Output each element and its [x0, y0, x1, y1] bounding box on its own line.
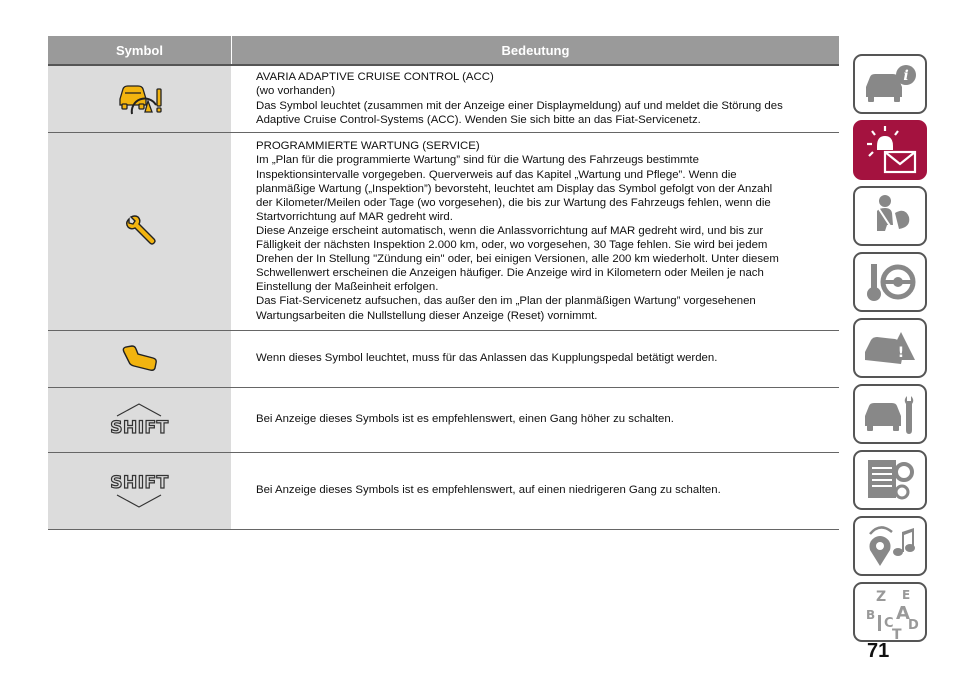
table-row	[48, 388, 839, 453]
header-symbol: Symbol	[48, 36, 232, 64]
text-line: Startvorrichtung auf MAR gedreht wird.	[256, 210, 453, 223]
text-line: Wenn dieses Symbol leuchtet, muss für das Anlassen das Kupplungspedal betätigt werden.	[256, 352, 718, 365]
shift-down-indicator	[110, 473, 169, 509]
meaning-cell	[232, 133, 839, 330]
symbol-table	[48, 36, 839, 530]
key-steering-wheel-icon	[862, 258, 918, 306]
svg-text:B: B	[866, 608, 876, 622]
shift-down-icon	[115, 493, 163, 509]
text-line: planmäßige Wartung („Inspektion”) bevorsteht, leuchtet am Display das Symbol gefolgt von der Anzahl	[256, 182, 773, 195]
tab-maintenance[interactable]	[853, 384, 927, 444]
shift-label: SHIFT	[110, 473, 169, 493]
text-line: Diese Anzeige erscheint automatisch, wenn die Anlassvorrichtung auf MAR gedreht wird, und bis zur	[256, 224, 764, 237]
text-line: Das Symbol leuchtet (zusammen mit der Anzeige einer Displaymeldung) auf und meldet die Störung des	[256, 99, 783, 112]
table-header	[48, 36, 839, 66]
text-line: (wo vorhanden)	[256, 85, 336, 98]
text-line: AVARIA ADAPTIVE CRUISE CONTROL (ACC)	[256, 71, 494, 84]
dashboard-warning-light-icon	[859, 124, 921, 176]
text-line: Bei Anzeige dieses Symbols ist es empfehlenswert, einen Gang höher zu schalten.	[256, 413, 674, 426]
svg-text:D: D	[908, 618, 919, 633]
svg-text:i: i	[903, 68, 909, 84]
text-line: Im „Plan für die programmierte Wartung” sind für die Wartung des Fahrzeugs bestimmte	[256, 154, 699, 167]
meaning-cell	[232, 331, 839, 387]
tab-technical-data[interactable]	[853, 450, 927, 510]
table-row	[48, 331, 839, 388]
shift-up-icon	[115, 402, 163, 418]
tab-starting-driving[interactable]	[853, 252, 927, 312]
table-row	[48, 66, 839, 133]
shift-label: SHIFT	[110, 418, 169, 438]
wrench-icon	[123, 215, 157, 249]
symbol-cell	[48, 66, 232, 132]
multimedia-icon	[862, 522, 918, 570]
text-line: Inspektionsintervalle vorgegeben. Querverweis auf das Kapitel „Wartung und Pflege”. Wenn die	[256, 168, 737, 181]
text-line: Drehen der In Stellung "Zündung ein" oder, bei einigen Versionen, alle 200 km wiederholt. Unter diesem	[256, 253, 779, 266]
tab-emergency[interactable]	[853, 318, 927, 378]
header-meaning: Bedeutung	[501, 42, 570, 58]
svg-text:C: C	[884, 616, 894, 631]
svg-text:!: !	[897, 345, 905, 361]
meaning-cell	[232, 66, 839, 132]
text-line: Einstellung der Maßeinheit erfolgen.	[256, 281, 439, 294]
car-info-icon	[860, 61, 920, 107]
symbol-cell	[48, 453, 232, 529]
symbol-cell	[48, 133, 232, 330]
svg-text:E: E	[902, 588, 911, 602]
tab-car-info[interactable]	[853, 54, 927, 114]
car-maintenance-icon	[861, 390, 919, 438]
symbol-cell	[48, 388, 232, 452]
safety-seatbelt-airbag-icon	[865, 191, 915, 241]
shift-up-indicator	[110, 402, 169, 438]
page-number: 71	[867, 640, 890, 662]
clutch-pedal-icon	[120, 344, 160, 374]
text-line: Bei Anzeige dieses Symbols ist es empfehlenswert, auf einen niedrigeren Gang zu schalten.	[256, 484, 721, 497]
index-letters-icon	[860, 585, 920, 639]
text-line: Wartungsarbeiten die Nullstellung dieser Anzeige (Reset) vornimmt.	[256, 309, 598, 322]
text-line: Fälligkeit der nächsten Inspektion 2.000 km, oder, wo vorgesehen, 30 Tage fehlen. Sie wird bei jedem	[256, 239, 768, 252]
table-row	[48, 453, 839, 530]
tab-dashboard[interactable]	[853, 120, 927, 180]
tab-multimedia[interactable]	[853, 516, 927, 576]
technical-data-icon	[862, 456, 918, 504]
emergency-car-icon	[861, 324, 919, 372]
text-line: der Kilometer/Meilen oder Tage (wo vorgesehen), die bis zur Wartung des Fahrzeugs fehlen, wenn die	[256, 196, 771, 209]
text-line: Schwellenwert erscheinen die Anzeigen häufiger. Die Anzeige wird in Kilometern oder Meilen je nach	[256, 267, 764, 280]
acc-failure-icon	[114, 81, 166, 117]
meaning-cell	[232, 388, 839, 452]
tab-index[interactable]	[853, 582, 927, 642]
text-line: Adaptive Cruise Control-Systems (ACC). Wenden Sie sich bitte an das Fiat-Servicenetz.	[256, 113, 701, 126]
svg-text:A: A	[896, 603, 910, 624]
svg-text:T: T	[892, 627, 902, 639]
table-row	[48, 133, 839, 331]
symbol-cell	[48, 331, 232, 387]
meaning-cell	[232, 453, 839, 529]
text-line: Das Fiat-Servicenetz aufsuchen, das außer den im „Plan der planmäßigen Wartung” vorgesehenen	[256, 295, 756, 308]
tab-safety[interactable]	[853, 186, 927, 246]
svg-text:Z: Z	[876, 589, 887, 605]
text-line: PROGRAMMIERTE WARTUNG (SERVICE)	[256, 140, 480, 153]
